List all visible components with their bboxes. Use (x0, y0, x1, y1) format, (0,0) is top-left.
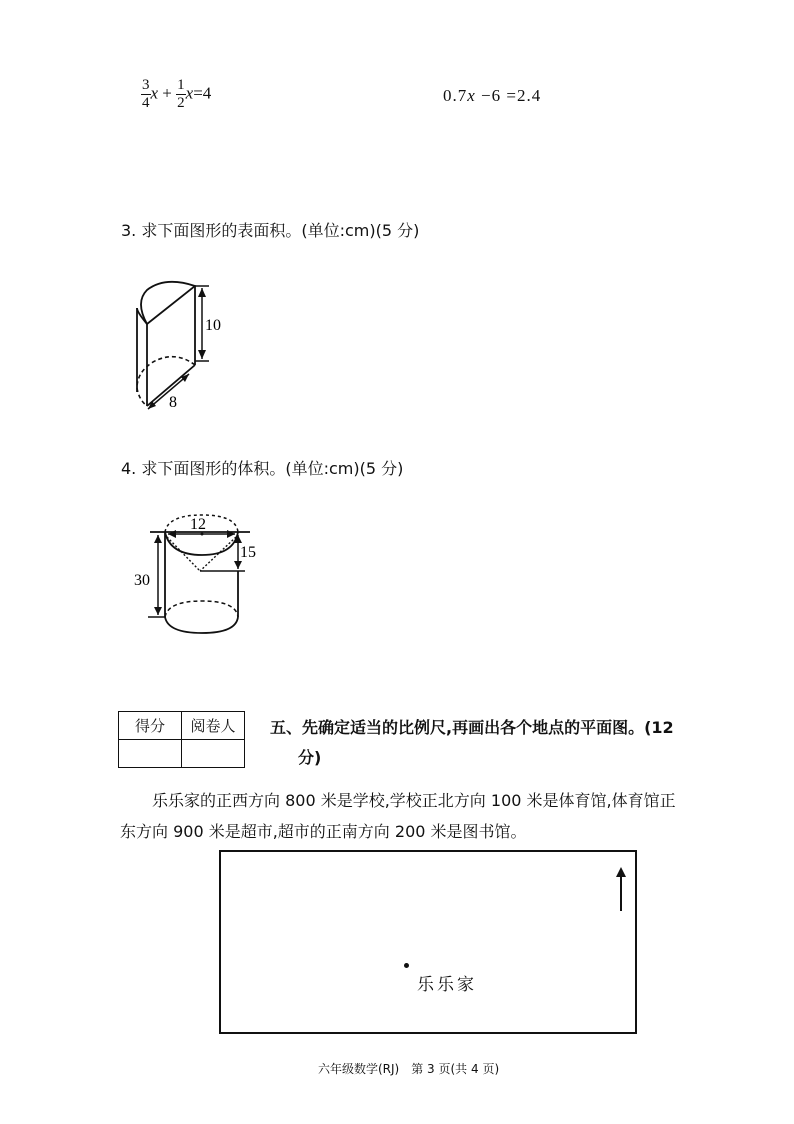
fraction-3-4: $\frac{3}{4}$ (142, 77, 150, 111)
cone-depth-label: 15 (240, 544, 256, 561)
diameter-label: 8 (169, 394, 177, 411)
score-cell[interactable] (119, 740, 182, 768)
cylinder-cone-figure (130, 505, 270, 640)
section-5-paragraph: 乐乐家的正西方向 800 米是学校,学校正北方向 100 米是体育馆,体育馆正 东方向 900 米是超市,超市的正南方向 200 米是图书馆。 (120, 791, 676, 841)
fraction-1-2: $\frac{1}{2}$ (177, 77, 185, 111)
grader-header: 阅卷人 (182, 712, 245, 740)
origin-point (404, 963, 409, 968)
map-drawing-area[interactable] (219, 850, 637, 1034)
page-footer: 六年级数学(RJ) 第 3 页(共 4 页) (318, 1062, 500, 1076)
height-label: 10 (205, 317, 221, 334)
score-table (118, 711, 245, 768)
origin-label: 乐乐家 (417, 975, 477, 995)
section-5-title: 五、先确定适当的比例尺,再画出各个地点的平面图。(12 分) (270, 718, 674, 767)
question-4-title: 4. 求下面图形的体积。(单位:cm)(5 分) (121, 459, 404, 478)
score-header: 得分 (119, 712, 182, 740)
equation-1: $\frac{3}{4}$ x + $\frac{1}{2}$ x=4 (142, 77, 212, 111)
equation-2: 0.7x −6 =2.4 (443, 86, 542, 105)
north-arrow-icon (614, 867, 628, 913)
half-cylinder-figure (125, 272, 245, 417)
grader-cell[interactable] (182, 740, 245, 768)
height-label: 30 (134, 572, 150, 589)
diameter-label: 12 (190, 516, 206, 533)
question-3-title: 3. 求下面图形的表面积。(单位:cm)(5 分) (121, 221, 420, 240)
